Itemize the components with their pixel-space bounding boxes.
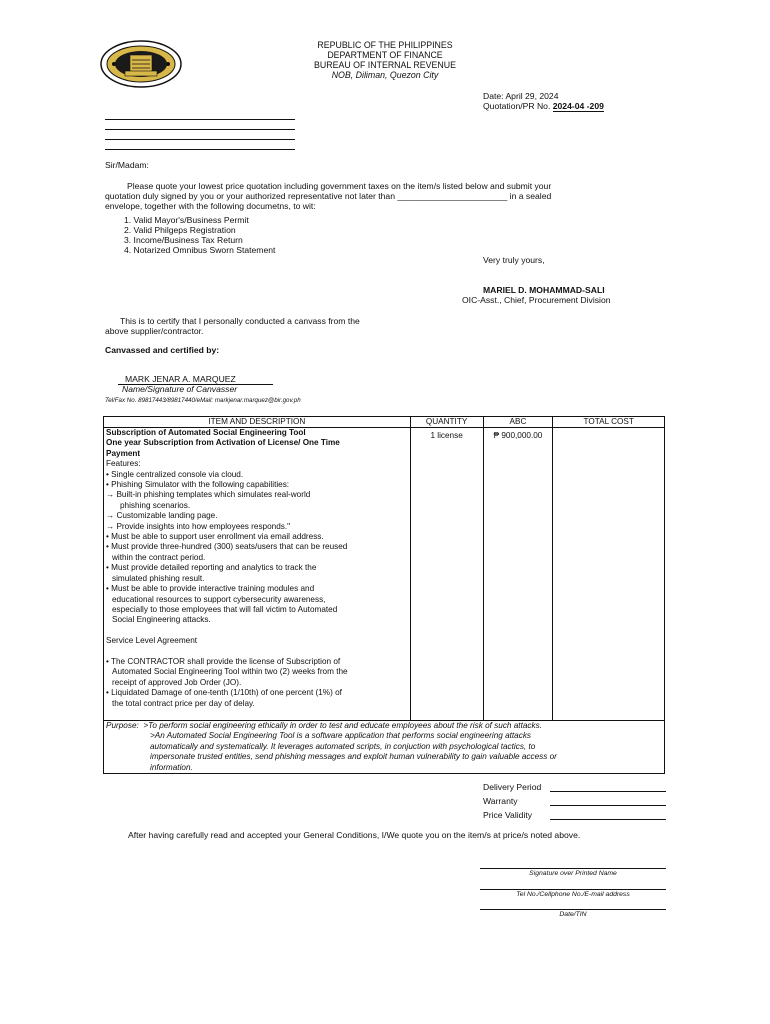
desc-line: especially to those employees that will fall victim to Automated: [112, 604, 338, 614]
header-department: DEPARTMENT OF FINANCE: [327, 50, 443, 60]
purpose-row: [104, 721, 665, 774]
date-text: Date: April 29, 2024: [483, 91, 559, 101]
signatory-name: MARIEL D. MOHAMMAD-SALI: [483, 285, 605, 295]
signature-line: [480, 868, 666, 869]
purpose-label: Purpose:: [106, 721, 139, 730]
items-table: [103, 416, 665, 774]
col-header-item: ITEM AND DESCRIPTION: [104, 417, 411, 428]
col-header-quantity: QUANTITY: [410, 417, 483, 428]
desc-line: phishing scenarios.: [120, 500, 191, 510]
desc-line: within the contract period.: [112, 552, 206, 562]
signatory-title: OIC-Asst., Chief, Procurement Division: [462, 295, 611, 305]
tel-label: Tel No./Cellphone No./E-mail address: [516, 891, 630, 898]
certify-line-2: above supplier/contractor.: [105, 326, 204, 336]
table-header-row: [104, 417, 665, 428]
price-validity-line: [550, 819, 666, 820]
desc-line: educational resources to support cybersecurity awareness,: [112, 594, 326, 604]
acceptance-text: After having carefully read and accepted your General Conditions, I/We quote you on the item/s at price/s noted above.: [128, 830, 581, 840]
requirement-1: 1. Valid Mayor's/Business Permit: [124, 215, 249, 225]
desc-line: • Single centralized console via cloud.: [106, 469, 244, 479]
purpose-line: >To perform social engineering ethically in order to test and educate employees about the risk of such attacks.: [143, 721, 542, 730]
desc-line: • Must provide detailed reporting and analytics to track the: [106, 563, 317, 573]
closing: Very truly yours,: [483, 255, 545, 265]
col-header-abc: ABC: [483, 417, 553, 428]
item-title: Subscription of Automated Social Engineering Tool: [106, 428, 306, 437]
total-cost-cell: [553, 428, 665, 721]
date-tin-line: [480, 909, 666, 910]
desc-line: • Must be able to support user enrollment via email address.: [106, 532, 324, 542]
pr-label: Quotation/PR No.: [483, 101, 553, 111]
body-line-1: Please quote your lowest price quotation including government taxes on the item/s listed below and submit your: [127, 181, 552, 191]
bir-seal-logo: [100, 40, 182, 88]
desc-line: → Customizable landing page.: [106, 511, 218, 521]
desc-line: Automated Social Engineering Tool within two (2) weeks from the: [112, 667, 348, 677]
desc-line: • The CONTRACTOR shall provide the license of Subscription of: [106, 656, 341, 666]
requirement-3: 3. Income/Business Tax Return: [124, 235, 243, 245]
desc-line: the total contract price per day of delay.: [112, 698, 255, 708]
purpose-line: >An Automated Social Engineering Tool is a software application that performs social engineering attacks: [150, 731, 532, 741]
body-line-2: quotation duly signed by you or your authorized representative not later than _______________________ in a sealed: [105, 191, 552, 201]
certify-line-1: This is to certify that I personally conducted a canvass from the: [120, 316, 360, 326]
delivery-period-line: [550, 791, 666, 792]
warranty-label: Warranty: [483, 796, 518, 806]
purpose-line: information.: [150, 762, 193, 772]
desc-line: → Built-in phishing templates which simulates real-world: [106, 490, 311, 500]
address-line-3: [105, 139, 295, 140]
header-republic: REPUBLIC OF THE PHILIPPINES: [317, 40, 453, 50]
salutation: Sir/Madam:: [105, 160, 149, 170]
signature-label: Signature over Printed Name: [529, 870, 617, 877]
price-validity-label: Price Validity: [483, 810, 533, 820]
canvasser-contact: Tel/Fax No. 89817443/89817440/eMail: markjenar.marquez@bir.gov.ph: [105, 397, 301, 404]
requirement-4: 4. Notarized Omnibus Sworn Statement: [124, 245, 276, 255]
quantity-cell: 1 license: [410, 428, 483, 721]
requirement-2: 2. Valid Philgeps Registration: [124, 225, 236, 235]
col-header-total: TOTAL COST: [553, 417, 665, 428]
body-line-3: envelope, together with the following documetns, to wit:: [105, 201, 316, 211]
warranty-line: [550, 805, 666, 806]
item-subtitle-2: Payment: [106, 448, 141, 458]
desc-line: • Phishing Simulator with the following capabilities:: [106, 480, 290, 490]
desc-spacer: [106, 626, 408, 636]
date-tin-label: Date/TIN: [559, 911, 587, 918]
address-line-1: [105, 119, 295, 120]
pr-number: [483, 101, 604, 111]
item-subtitle-1: One year Subscription from Activation of License/ One Time: [106, 438, 340, 448]
abc-cell: ₱ 900,000.00: [483, 428, 553, 721]
canvasser-name: MARK JENAR A. MARQUEZ: [125, 374, 236, 384]
sla-heading: Service Level Agreement: [106, 636, 198, 646]
address-line-4: [105, 149, 295, 150]
delivery-period-label: Delivery Period: [483, 782, 542, 792]
desc-line: • Liquidated Damage of one-tenth (1/10th) of one percent (1%) of: [106, 688, 342, 698]
purpose-line: automatically and systematically. It leverages automated scripts, in conjuction with psychological tactics, to: [150, 741, 536, 751]
desc-line: receipt of approved Job Order (JO).: [112, 677, 242, 687]
desc-line: Features:: [106, 459, 141, 469]
pr-value: 2024-04 -209: [552, 101, 604, 111]
desc-spacer: [106, 647, 408, 657]
table-row: [104, 428, 665, 721]
tel-line: [480, 889, 666, 890]
purpose-cell: [104, 721, 665, 774]
canvassed-label: Canvassed and certified by:: [105, 345, 220, 355]
desc-line: Social Engineering attacks.: [112, 615, 211, 625]
desc-line: • Must provide three-hundred (300) seats/users that can be reused: [106, 542, 348, 552]
desc-line: simulated phishing result.: [112, 573, 205, 583]
header-bureau: BUREAU OF INTERNAL REVENUE: [314, 60, 456, 70]
item-description-cell: [104, 428, 411, 721]
header-address: NOB, Diliman, Quezon City: [331, 70, 439, 80]
purpose-line: impersonate trusted entities, send phishing messages and exploit human vulnerability to gain valuable access or: [150, 752, 557, 762]
desc-line: • Must be able to provide interactive training modules and: [106, 584, 315, 594]
address-line-2: [105, 129, 295, 130]
desc-line: → Provide insights into how employees responds.": [106, 521, 291, 531]
canvasser-label: Name/Signature of Canvasser: [122, 384, 238, 394]
